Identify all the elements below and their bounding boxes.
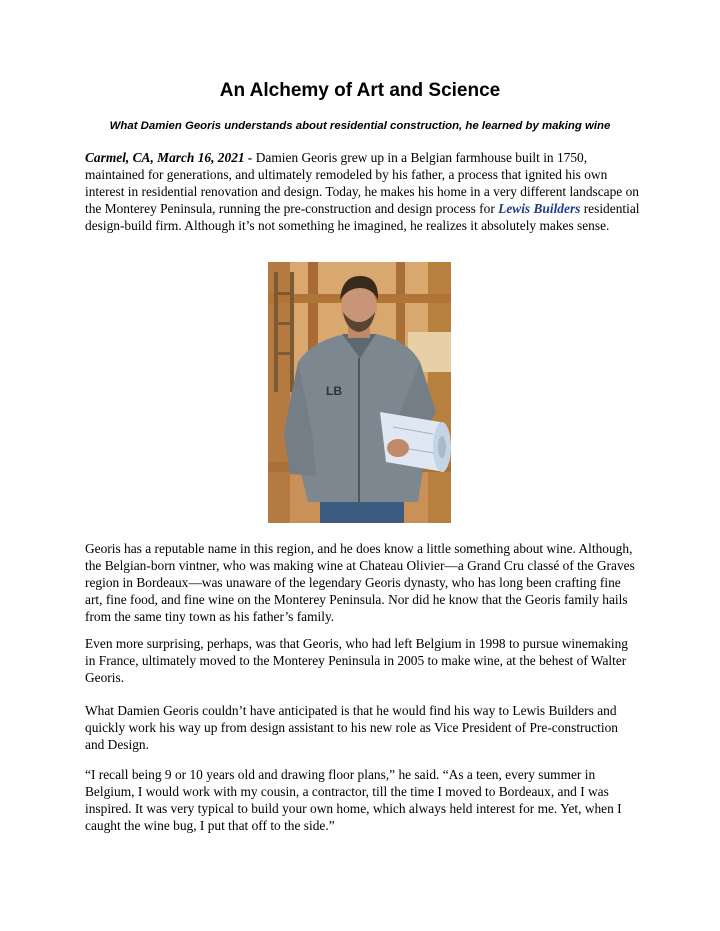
intro-paragraph (85, 150, 640, 235)
intro-text-before-link: Damien Georis grew up in a Belgian farmhouse built in 1750, maintained for generations, and ultimately remodeled by his father, a process that ignited his own interest in residential renovation and design. Today, he makes his home in a very different landscape on the Monterey Peninsula, running the pre-construction and design process for (85, 150, 639, 216)
body-paragraph-2: Even more surprising, perhaps, was that Georis, who had left Belgium in 1998 to pursue winemaking in France, ultimately moved to the Monterey Peninsula in 2005 to make wine, at the behest of Walter Georis. (85, 636, 628, 685)
jacket-logo: LB (326, 384, 342, 398)
body-paragraph-4: “I recall being 9 or 10 years old and drawing floor plans,” he said. “As a teen, every summer in Belgium, I would work with my cousin, a contractor, till the time I moved to Bordeaux, and I was inspired. It was very typical to build your own home, which always held interest for me. Yet, when I caught the wine bug, I put that off to the side.” (85, 767, 622, 833)
body-paragraph-1: Georis has a reputable name in this region, and he does know a little something about wine. Although, the Belgian-born vintner, who was making wine at Chateau Olivier—a Grand Cru classé of the Graves region in Bordeaux—was unaware of the legendary Georis dynasty, who has long been crafting fine art, fine food, and fine wine on the Monterey Peninsula. Nor did he know that the Georis family hails from the same tiny town as his father’s family. (85, 541, 635, 624)
body-paragraph-3: What Damien Georis couldn’t have anticipated is that he would find his way to Lewis Builders and quickly work his way up from design assistant to his new role as Vice President of Pre-construction and Design. (85, 703, 618, 752)
article-subtitle: What Damien Georis understands about residential construction, he learned by making wine (109, 120, 611, 132)
dateline: Carmel, CA, March 16, 2021 - (85, 150, 253, 165)
intro-text-after-link: residential design-build firm. Although it’s not something he imagined, he realizes it absolutely makes sense. (85, 200, 640, 233)
article-title: An Alchemy of Art and Science (219, 80, 501, 101)
lewis-builders-link[interactable]: Lewis Builders (498, 200, 581, 216)
portrait-photo (268, 262, 451, 523)
portrait-illustration (268, 262, 451, 523)
